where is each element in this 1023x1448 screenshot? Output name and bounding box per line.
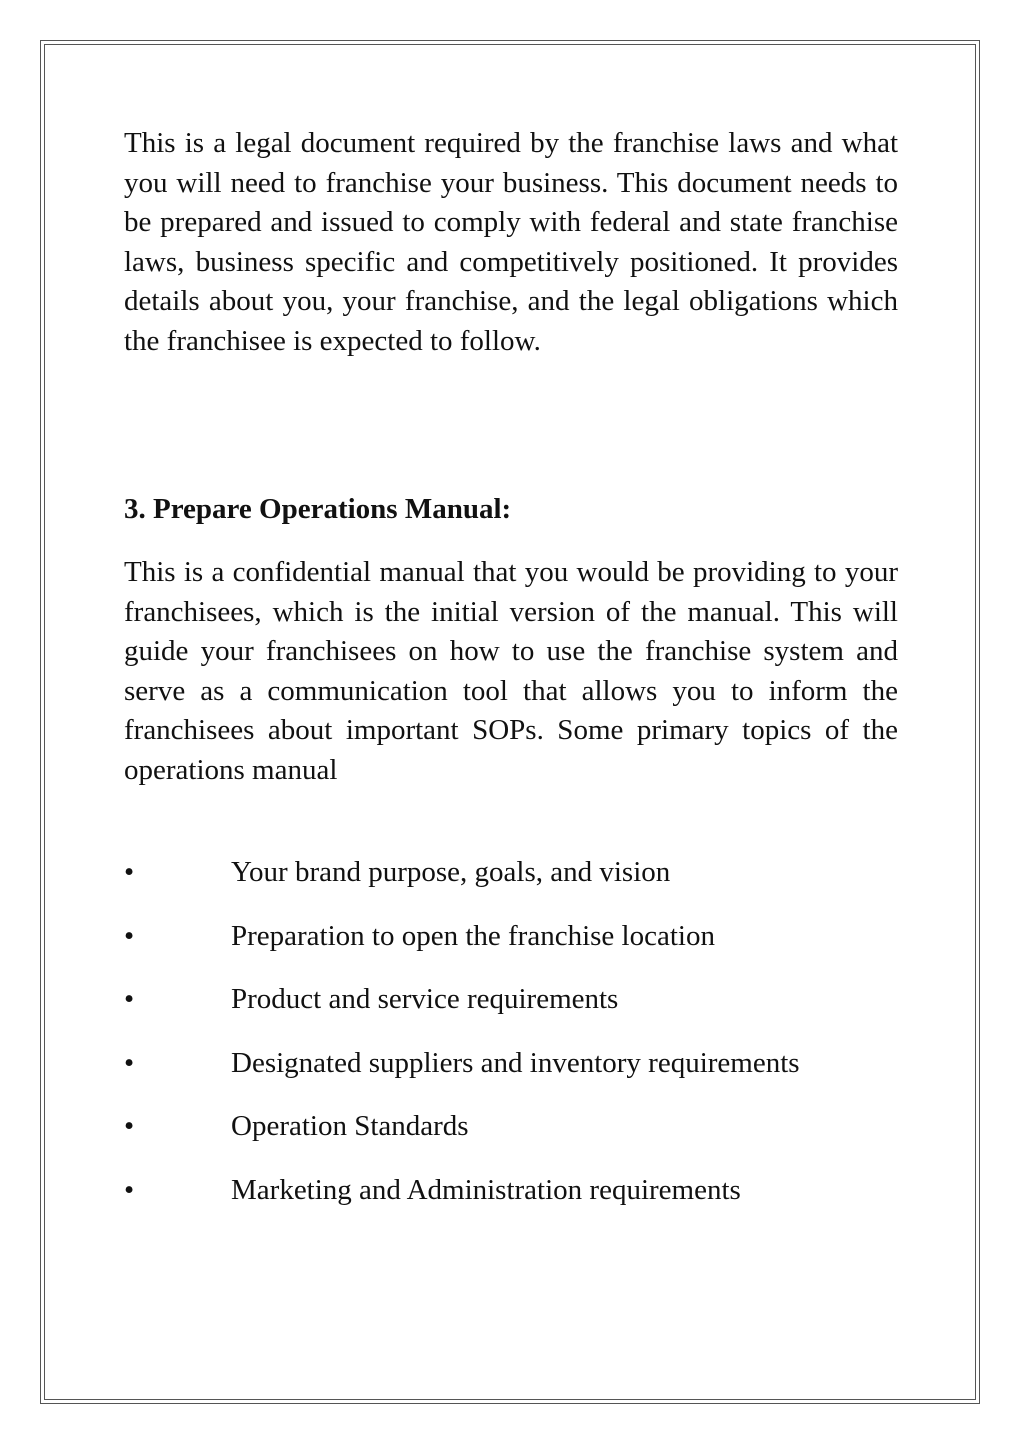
list-item-text: Operation Standards: [231, 1110, 469, 1142]
section-heading: 3. Prepare Operations Manual:: [124, 493, 512, 525]
list-item: [124, 853, 924, 917]
bullet-icon: •: [124, 856, 135, 888]
list-item: [124, 1044, 924, 1108]
bullet-icon: •: [124, 983, 135, 1015]
intro-paragraph: This is a legal document required by the franchise laws and what you will need to franchise your business. This document needs to be prepared and issued to comply with federal and state franchise laws, business specific and competitively positioned. It provides details about you, your franchise, and the legal obligations which the franchisee is expected to follow.: [124, 127, 898, 357]
list-item-text: Designated suppliers and inventory requirements: [231, 1046, 800, 1079]
list-item: [124, 917, 924, 981]
document-body: [124, 124, 898, 361]
list-item: [124, 1171, 924, 1235]
topics-list: [124, 853, 924, 1234]
bullet-icon: •: [124, 1046, 135, 1079]
list-item-text: Preparation to open the franchise location: [231, 919, 715, 952]
list-item: [124, 1107, 924, 1171]
list-item: [124, 980, 924, 1044]
bullet-icon: •: [124, 919, 135, 952]
list-item-text: Marketing and Administration requirements: [231, 1173, 741, 1206]
bullet-icon: •: [124, 1173, 135, 1206]
list-item-text: Your brand purpose, goals, and vision: [231, 856, 671, 888]
section-paragraph: This is a confidential manual that you would be providing to your franchisees, which is the initial version of the manual. This will guide your franchisees on how to use the franchise system and serve as a communication tool that allows you to inform the franchisees about important SOPs. Some primary topics of the operations manual: [124, 556, 898, 786]
bullet-icon: •: [124, 1110, 135, 1142]
list-item-text: Product and service requirements: [231, 983, 619, 1015]
